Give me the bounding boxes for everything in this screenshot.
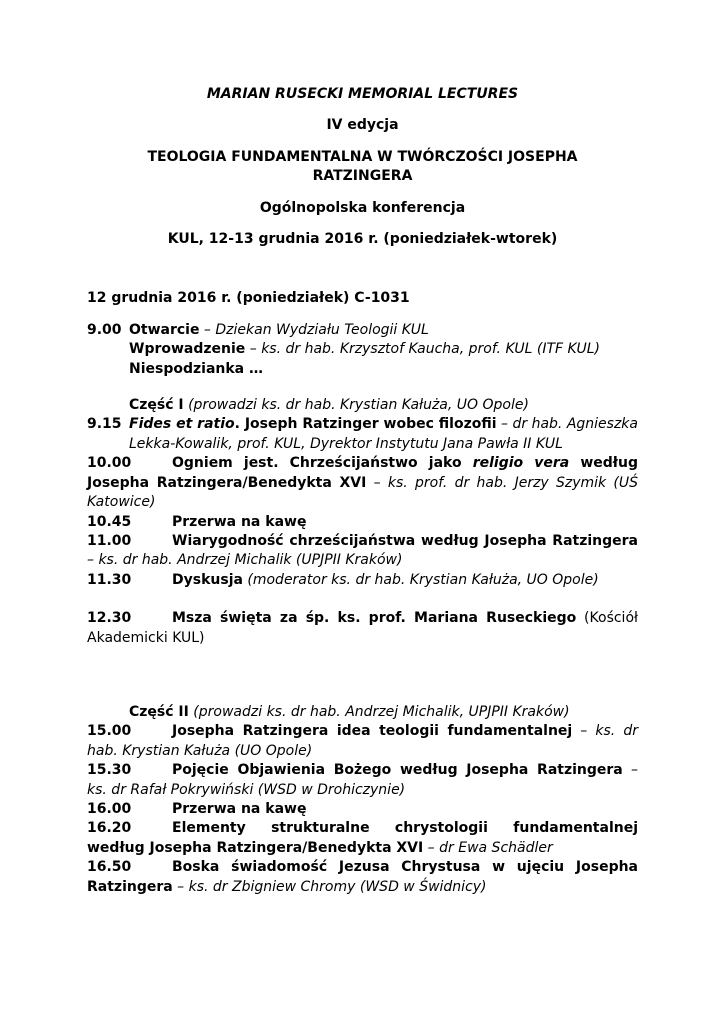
schedule-entry: [87, 571, 638, 590]
part-moderator: (prowadzi ks. dr hab. Krystian Kałuża, UO Opole): [183, 397, 529, 414]
entry-time: 10.45: [87, 513, 132, 530]
entry-time: 10.00: [87, 455, 132, 472]
entry-title: Fides et ratio: [129, 416, 235, 433]
part-title: Część II: [129, 703, 189, 720]
entry-body: [172, 571, 638, 590]
schedule-entry: [87, 761, 638, 800]
entry-title: religio vera: [472, 455, 570, 472]
entry-speaker: – ks. dr hab. Krzysztof Kaucha, prof. KUL (ITF KUL): [245, 341, 600, 358]
entry-title: Elementy strukturalne chrystologii fundamentalnej według Josepha Ratzingera/Benedykta XVI: [87, 820, 638, 856]
entry-time: 9.15: [87, 416, 122, 433]
entry-speaker: – Dziekan Wydziału Teologii KUL: [199, 321, 429, 338]
entry-title: Ogniem jest. Chrześcijaństwo jako: [172, 455, 473, 472]
entry-time: 15.30: [87, 762, 132, 779]
entry-time: 15.00: [87, 723, 132, 740]
conference-title-line1: TEOLOGIA FUNDAMENTALNA W TWÓRCZOŚCI JOSEPHA: [147, 148, 578, 165]
schedule-entry: [87, 858, 638, 897]
entry-time: 16.20: [87, 820, 132, 837]
part-heading: [87, 703, 638, 722]
entry-speaker: – ks. dr hab. Krystian Kałuża (UO Opole): [87, 723, 638, 759]
entry-speaker: – dr Ewa Schädler: [423, 839, 553, 856]
schedule-entry: [87, 532, 638, 571]
conference-title-line2: RATZINGERA: [312, 168, 413, 185]
entry-time: 11.30: [87, 571, 132, 588]
schedule-entry: [87, 415, 638, 454]
entry-speaker: (moderator ks. dr hab. Krystian Kałuża, UO Opole): [242, 571, 599, 588]
schedule-entry: [87, 454, 638, 512]
schedule-subitem: [87, 360, 638, 379]
entry-title: Niespodzianka …: [129, 360, 263, 377]
entry-speaker: – ks. dr hab. Andrzej Michalik (UPJPII Kraków): [87, 552, 403, 569]
part-heading: [87, 396, 638, 415]
entry-speaker: – dr hab. Agnieszka Lekka-Kowalik, prof. KUL, Dyrektor Instytutu Jana Pawła II KUL: [129, 416, 638, 452]
entry-title: Wiarygodność chrześcijaństwa według Josepha Ratzingera: [172, 532, 638, 549]
series-title: MARIAN RUSECKI MEMORIAL LECTURES: [206, 86, 519, 102]
entry-body: [129, 321, 638, 340]
schedule-entry: [87, 513, 638, 532]
entry-title: według Josepha Ratzingera/Benedykta XVI: [87, 455, 638, 491]
entry-speaker: – ks. prof. dr hab. Jerzy Szymik (UŚ Katowice): [87, 474, 639, 511]
entry-location: (Kościół Akademicki KUL): [87, 610, 638, 646]
day-heading: 12 grudnia 2016 r. (poniedziałek) C-1031: [87, 290, 410, 307]
entry-title: Dyskusja: [172, 571, 243, 588]
schedule-entry: [87, 819, 638, 858]
entry-body: [129, 415, 638, 454]
entry-time: 11.00: [87, 532, 132, 549]
part-title: Część I: [129, 397, 184, 414]
entry-title: Pojęcie Objawienia Bożego według Josepha Ratzingera: [172, 762, 623, 779]
edition: IV edycja: [326, 117, 399, 134]
entry-time: 9.00: [87, 321, 122, 338]
schedule-subitem: [87, 340, 638, 359]
entry-title: Msza święta za śp. ks. prof. Mariana Ruseckiego: [172, 610, 577, 627]
schedule-entry: [87, 609, 638, 648]
entry-speaker: – ks. dr Zbigniew Chromy (WSD w Świdnicy): [172, 878, 487, 895]
entry-title: Przerwa na kawę: [172, 513, 307, 530]
entry-title: Boska świadomość Jezusa Chrystusa w ujęciu Josepha Ratzingera: [87, 859, 638, 895]
conference-type: Ogólnopolska konferencja: [259, 199, 466, 216]
entry-time: 16.50: [87, 859, 132, 876]
entry-title: Wprowadzenie: [129, 341, 246, 358]
entry-time: 16.00: [87, 800, 132, 817]
schedule-entry: [87, 800, 638, 819]
entry-title: Josepha Ratzingera idea teologii fundamentalnej: [172, 723, 573, 740]
schedule-entry: [87, 321, 638, 340]
entry-title: Przerwa na kawę: [172, 800, 307, 817]
entry-title: . Joseph Ratzinger wobec filozofii: [234, 416, 497, 433]
entry-title: Otwarcie: [129, 321, 200, 338]
entry-speaker: – ks. dr Rafał Pokrywiński (WSD w Drohiczynie): [87, 762, 638, 798]
schedule-entry: [87, 722, 638, 761]
document-page: [87, 76, 638, 897]
place-date: KUL, 12-13 grudnia 2016 r. (poniedziałek-wtorek): [167, 231, 558, 248]
part-moderator: (prowadzi ks. dr hab. Andrzej Michalik, UPJPII Kraków): [188, 703, 570, 720]
entry-time: 12.30: [87, 610, 132, 627]
